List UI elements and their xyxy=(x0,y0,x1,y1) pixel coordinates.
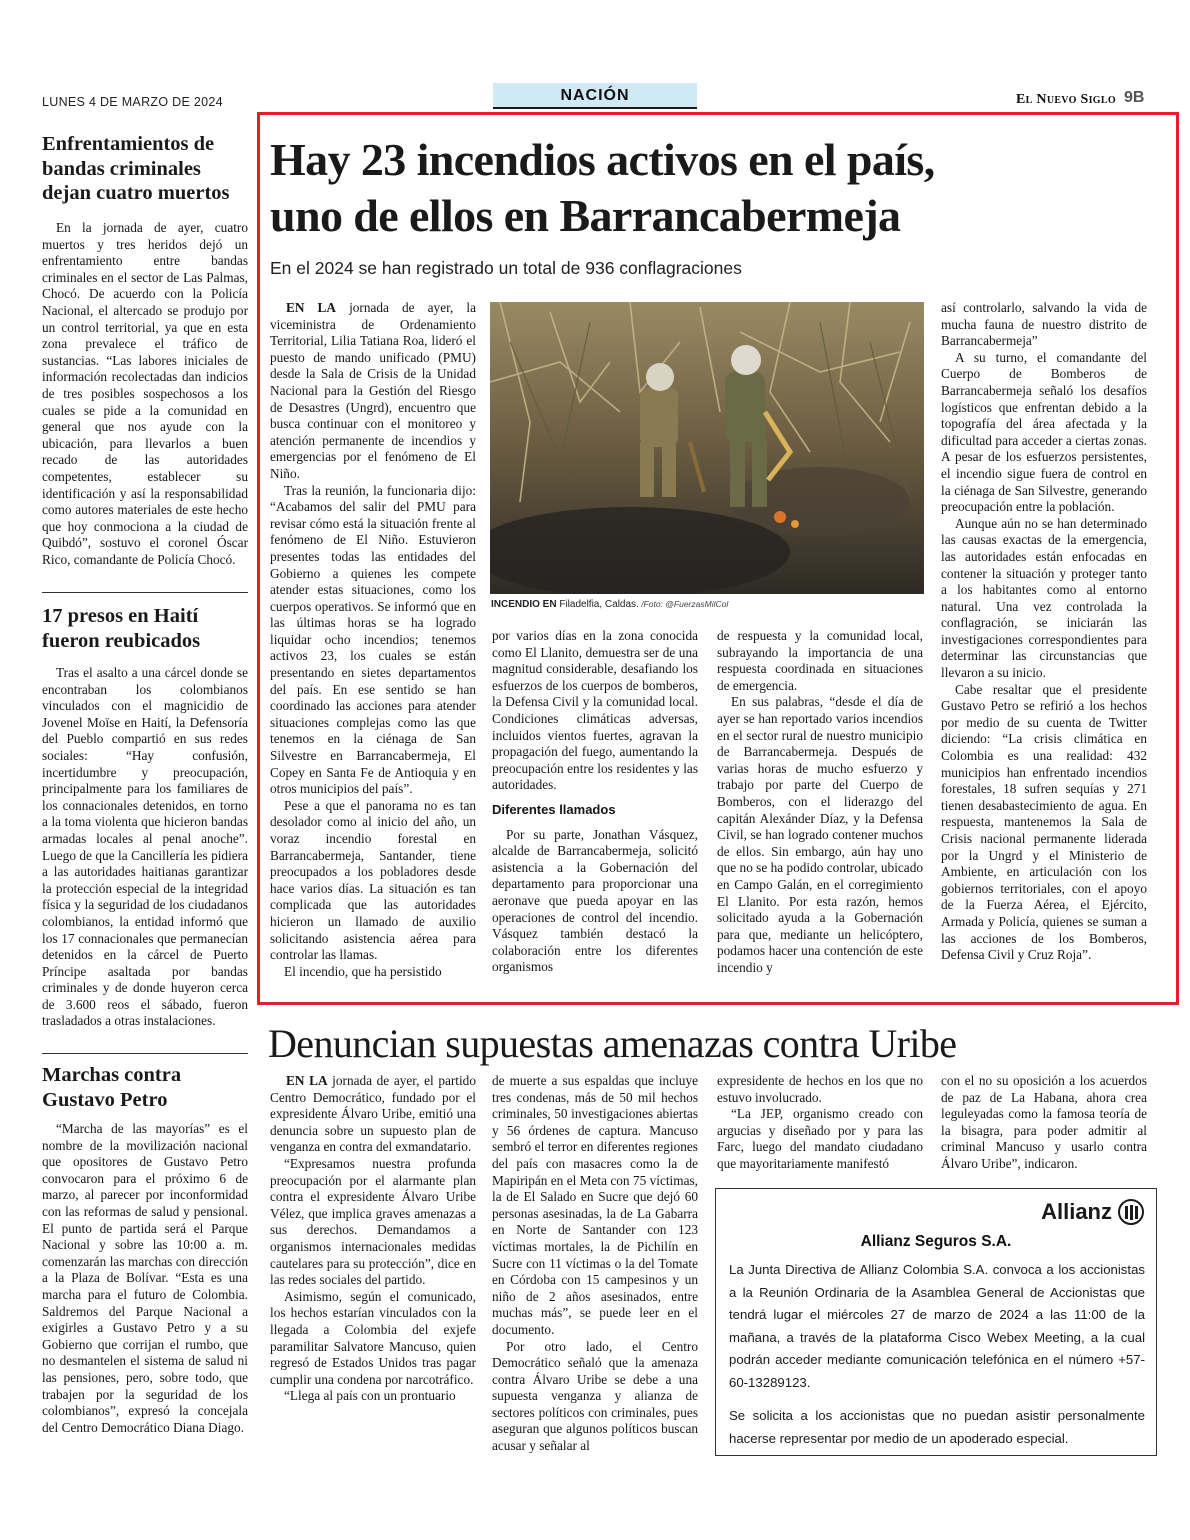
ad-paragraph-1: La Junta Directiva de Allianz Colombia S.A. convoca a los accionistas a la Reunión Ordinaria de la Asamblea General de Accionistas que tendrá lugar el miércoles 27 de marzo de 2024 a las 11:00 de la mañana, a través de la plataforma Cisco Webex Meeting, a la cual podrán acceder mediante comunicación telefónica en el número +57-60-13289123. xyxy=(729,1262,1145,1390)
divider xyxy=(42,1053,248,1054)
lead-in: EN LA xyxy=(286,300,337,315)
main-column-1 xyxy=(270,300,476,980)
side-story-3-body xyxy=(42,1121,248,1436)
divider xyxy=(42,592,248,593)
side-story-2-title: 17 presos en Haití fueron reubicados xyxy=(42,605,201,652)
side-story-1-text: En la jornada de ayer, cuatro muertos y tres heridos dejó un enfrentamiento entre bandas criminales en el sector de Las Palmas, Chocó. De acuerdo con la Policía Nacional, el altercado se produjo por un control territorial, ya que en esta zona prevalece el tráfico de sustancias. “Las labores iniciales de información recolectadas dan indicios de tres posibles sospechosos a los cuales se pide a la comunidad en general que nos ayude con la ubicación, para llevarlos a buen recado de las autoridades competentes, establecer su identificación y así la responsabilidad como autores materiales de este hecho que hoy conmociona a la ciudad de Quibdó”, sostuvo el coronel Óscar Rico, comandante de Policía Chocó. xyxy=(42,220,248,567)
main-paragraph: EN LA jornada de ayer, la viceministra de Ordenamiento Territorial, Lilia Tatiana Roa, lideró el puesto de mando unificado (PMU) desde la Sala de Crisis de la Unidad Nacional para la Gestión del Riesgo de Desastres (Ungrd), encuentro que busca continuar con el monitoreo y atención permanente de incendios y emergencias por el fenómeno de El Niño. xyxy=(270,300,476,481)
main-paragraph: Aunque aún no se han determinado las causas exactas de la emergencia, las autoridades están enfocadas en contener la situación y proteger tanto a los habitantes como al entorno natural. Una vez controlada la conflagración, se iniciarán las investigaciones correspondientes para determinar las circunstancias que llevaron a su inicio. xyxy=(941,515,1147,681)
side-story-1-body xyxy=(42,220,248,568)
second-paragraph: EN LA jornada de ayer, el partido Centro Democrático, fundado por el expresidente Álvaro Uribe, emitió una denuncia sobre un supuesto plan de venganza en contra del exmandatario. xyxy=(270,1073,476,1155)
second-column-4 xyxy=(941,1073,1147,1173)
allianz-notice xyxy=(715,1188,1157,1456)
photo-caption: INCENDIO EN Filadelfia, Caldas. /Foto: @FuerzasMilCol xyxy=(491,599,729,610)
second-paragraph: “La JEP, organismo creado con argucias y diseñado por y para las Farc, luego del mandato ciudadano que mayoritariamente manifestó xyxy=(717,1106,923,1171)
lead-in: EN LA xyxy=(286,1073,328,1088)
main-paragraph: A su turno, el comandante del Cuerpo de Bomberos de Barrancabermeja señaló los desafíos logísticos que enfrentan debido a la topografía del área afectada y la dificultad para acceder a ciertas zonas. A pesar de los esfuerzos persistentes, el incendio sigue fuera de control en la ciénaga de San Silvestre, generando preocupación entre la población. xyxy=(941,349,1147,515)
second-headline: Denuncian supuestas amenazas contra Uribe xyxy=(268,1021,957,1066)
ad-company-name: Allianz Seguros S.A. xyxy=(860,1233,1012,1250)
fire-photo xyxy=(490,302,924,594)
main-paragraph: de respuesta y la comunidad local, subrayando la importancia de una respuesta coordinada en situaciones de emergencia. xyxy=(717,628,923,693)
main-column-3 xyxy=(717,628,923,976)
newspaper-name: El Nuevo Siglo xyxy=(1016,92,1116,107)
side-story-3-title: Marchas contra Gustavo Petro xyxy=(42,1064,182,1111)
main-subheadline: En el 2024 se han registrado un total de 936 conflagraciones xyxy=(270,258,742,278)
main-headline xyxy=(270,132,1160,244)
page-number: 9B xyxy=(1124,89,1145,106)
side-story-2-body xyxy=(42,665,248,1030)
photo-credit: /Foto: @FuerzasMilCol xyxy=(638,599,729,609)
main-paragraph: Pese a que el panorama no es tan desolador como al inicio del año, un voraz incendio forestal en Barrancabermeja, Santander, tiene preocupados a los pobladores desde hace varios días. La situación es tan complicada que las autoridades hicieron un llamado de auxilio solicitando asistencia aérea para controlar las llamas. xyxy=(270,797,476,963)
ad-paragraph-2: Se solicita a los accionistas que no puedan asistir personalmente hacerse representar por medio de un apoderado especial. xyxy=(729,1408,1145,1446)
second-paragraph: con el no su oposición a los acuerdos de paz de La Habana, ahora crea leguleyadas como la famosa teoría de la bisagra, para poder admitir al criminal Mancuso y usarlo contra Álvaro Uribe”, indicaron. xyxy=(941,1073,1147,1171)
main-column-2 xyxy=(492,628,698,976)
second-paragraph: Asimismo, según el comunicado, los hechos estarían vinculados con la llegada a Colombia del exjefe paramilitar Salvatore Mancuso, quien regresó de Estados Unidos tras pagar cumplir una condena por narcotráfico. xyxy=(270,1288,476,1387)
main-headline-line-1: Hay 23 incendios activos en el país, xyxy=(270,134,935,185)
edition-date: LUNES 4 DE MARZO DE 2024 xyxy=(42,95,223,109)
main-headline-line-2: uno de ellos en Barrancabermeja xyxy=(270,190,901,241)
side-story-2-text: Tras el asalto a una cárcel donde se encontraban los colombianos vinculados con el magnicidio de Jovenel Moïse en Haití, la Defensoría del Pueblo compartió en sus redes sociales: “Hay confusión, incertidumbre y preocupación, principalmente para los familiares de los connacionales detenidos, en torno a la toma violenta que hicieron bandas armadas locales al penal anoche”. Luego de que la Cancillería les pidiera a las autoridades haitianas garantizar la protección especial de la integridad física y la seguridad de los ciudadanos colombianos, la entidad informó que los 17 connacionales que permanecían detenidos en la cárcel de Puerto Príncipe asaltada por bandas criminales y de donde huyeron cerca de 3.600 reos el sábado, fueron trasladados a otras instalaciones. xyxy=(42,665,248,1029)
second-column-3 xyxy=(717,1073,923,1173)
photo-image xyxy=(490,302,924,594)
second-paragraph: Por otro lado, el Centro Democrático señaló que la amenaza contra Álvaro Uribe se debe a una supuesta venganza y alianza de sectores políticos con criminales, pues aseguran que algunos políticos buscan acusar y señalar al xyxy=(492,1338,698,1454)
side-story-3-text: “Marcha de las mayorías” es el nombre de la movilización nacional que opositores de Gustavo Petro convocaron para el próximo 6 de marzo, al parecer por inconformidad con las reformas de salud y pensional. El punto de partida será el Parque Nacional y sobre las 10:00 a. m. comenzarán las marchas con dirección a la Plaza de Bolívar. “Esta es una marcha para el futuro de Colombia. Saldremos del Parque Nacional a exigirles a Gustavo Petro y a su Gobierno que corrijan el rumbo, que no desmantelen el sistema de salud ni las pensiones, pero, sobre todo, que trabajen por la seguridad de los colombianos”, expresó la concejala del Centro Democrático Diana Diago. xyxy=(42,1121,248,1435)
second-column-1 xyxy=(270,1073,476,1405)
main-column-4 xyxy=(941,300,1147,964)
second-paragraph: “Expresamos nuestra profunda preocupación por el alarmante plan contra el expresidente Álvaro Uribe Vélez, que implica graves amenazas a sus derechos. Demandamos a organismos internacionales medidas cautelares para su protección”, dice en las redes sociales del partido. xyxy=(270,1155,476,1288)
second-paragraph: de muerte a sus espaldas que incluye tres condenas, más de 50 mil hechos criminales, 50 investigaciones abiertas y 56 órdenes de captura. Mancuso sembró el terror en diferentes regiones del país con masacres como la de Mapiripán en el Meta con 75 víctimas, la de El Salado en Sucre que dejó 60 personas asesinadas, la de La Gabarra en Norte de Santander con 123 víctimas mortales, la de Pichilín en Sucre con 11 víctimas o la del Tomate en Córdoba con 15 campesinos y un niño de 2 años asesinados, entre muchas más”, se puede leer en el documento. xyxy=(492,1073,698,1337)
second-column-2 xyxy=(492,1073,698,1455)
main-paragraph: Cabe resaltar que el presidente Gustavo Petro se refirió a los hechos por medio de su cuenta de Twitter diciendo: “La crisis climática en Colombia es una realidad: 432 municipios han enfrentado incendios forestales, 18 sufren sequías y 271 tienen desabastecimiento de agua. En respuesta, mantenemos la Sala de Crisis nacional permanente liderada por la Ungrd y el Ministerio de Ambiente, en articulación con los gobiernos territoriales, con el apoyo de la Fuerza Aérea, el Ejército, Armada y Policía, quienes se suman a las acciones de los Bomberos, Defensa Civil y Cruz Roja”. xyxy=(941,681,1147,963)
side-story-1-title: Enfrentamientos de bandas criminales dejan cuatro muertos xyxy=(42,133,230,204)
main-paragraph: Por su parte, Jonathan Vásquez, alcalde de Barrancabermeja, solicitó asistencia a la Gobernación del departamento para proporcionar una aeronave que pueda apoyar en las operaciones de control del incendio. Vásquez también destacó la colaboración entre los diferentes organismos xyxy=(492,826,698,975)
brand-name: Allianz xyxy=(1041,1199,1112,1224)
second-paragraph: “Llega al país con un prontuario xyxy=(284,1388,456,1404)
second-paragraph: expresidente de hechos en los que no estuvo involucrado. xyxy=(717,1073,923,1105)
allianz-logo xyxy=(1041,1199,1144,1225)
main-paragraph: por varios días en la zona conocida como El Llanito, demuestra ser de una magnitud considerable, desafiando los esfuerzos de los cuerpos de bomberos, la Defensa Civil y la comunidad local. Condiciones climáticas adversas, incluidos vientos fuertes, agravan la propagación del fuego, aumentando la preocupación entre los residentes y las autoridades. xyxy=(492,628,698,793)
main-paragraph: así controlarlo, salvando la vida de mucha fauna de nuestro distrito de Barrancabermeja” xyxy=(941,300,1147,349)
section-subheading: Diferentes llamados xyxy=(492,801,616,817)
main-paragraph: Tras la reunión, la funcionaria dijo: “Acabamos del salir del PMU para revisar cómo está la situación frente al fenómeno de El Niño. Estuvieron presentes todas las entidades del Gobierno a quienes les compete atender estas situaciones, como los cuerpos operativos. Se informó que en las últimas horas se ha logrado liquidar ocho incendios; tenemos activos 23, los cuales se están presentando en sietes departamentos del país. En ese sentido se han coordinado las acciones para atender situaciones complejas como las que tenemos en la ciénaga de San Silvestre en Barrancabermeja, El Copey en Santa Fe de Antioquia y en otros municipios del país”. xyxy=(270,482,476,797)
allianz-eagle-icon xyxy=(1118,1199,1144,1225)
main-paragraph: El incendio, que ha persistido xyxy=(284,963,442,979)
main-paragraph: En sus palabras, “desde el día de ayer se han reportado varios incendios en el sector rural de nuestro municipio de Barrancabermeja. Después de varias horas de mucho esfuerzo y trabajo por parte del Cuerpo de Bomberos, con el liderazgo del capitán Alexánder Díaz, y la Defensa Civil, se han logrado contener muchos de ellos. Sin embargo, aún hay uno que no se ha podido controlar, ubicado en Campo Galán, en el corregimiento El Llanito. Por esta razón, hemos solicitado ayuda a la Gobernación para que, mediante un helicóptero, podamos hacer una contención de este incendio y xyxy=(717,694,923,975)
section-label: NACIÓN xyxy=(493,83,697,109)
